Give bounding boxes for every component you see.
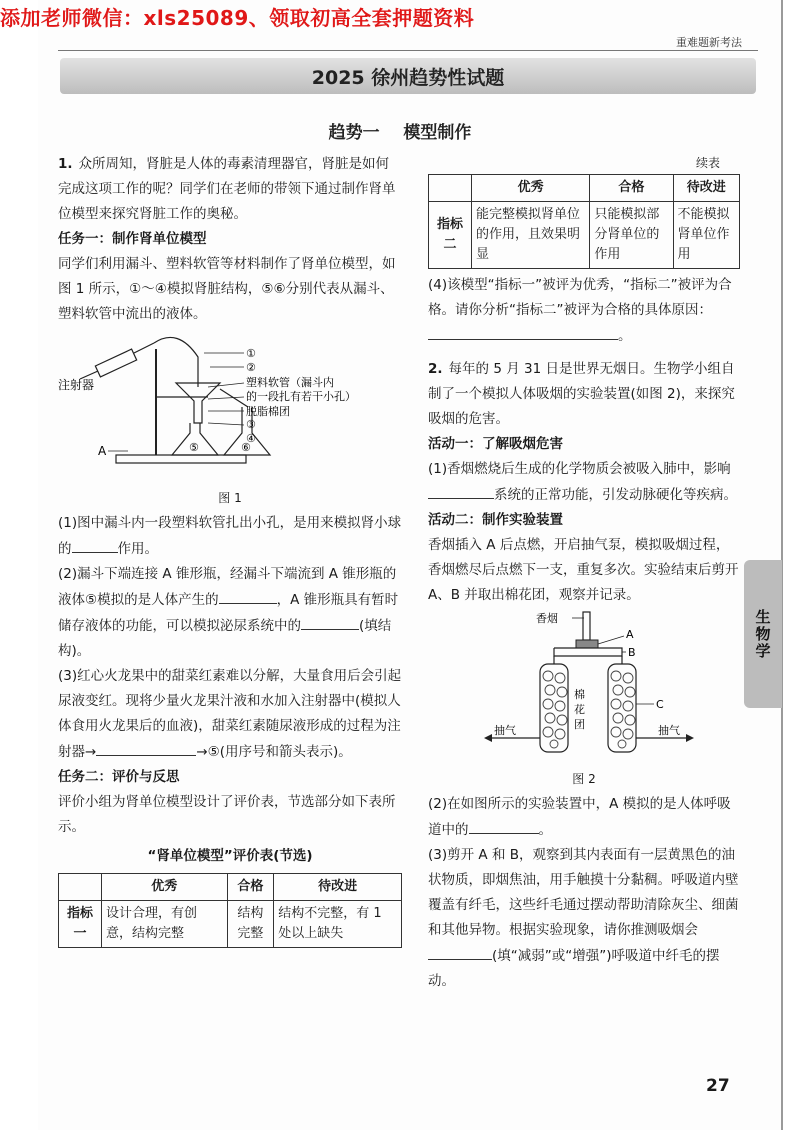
q2-sub2: (2)在如图所示的实验装置中，A 模拟的是人体呼吸道中的 。 — [428, 796, 731, 838]
table-cell: 指标二 — [429, 202, 472, 269]
table-cell: 不能模拟肾单位作用 — [673, 202, 740, 269]
cotton-balls — [543, 671, 635, 748]
table-header: 优秀 — [472, 175, 590, 202]
a-label: A — [626, 628, 634, 641]
syringe-icon — [80, 343, 154, 379]
activity2-text: 香烟插入 A 后点燃，开启抽气泵，模拟吸烟过程，香烟燃尽后点燃下一支，重复多次。实验结束后剪开 A、B 并取出棉花团，观察并记录。 — [428, 537, 739, 603]
page-title-banner — [60, 58, 756, 94]
label-4: ④ — [246, 432, 256, 445]
evaluation-table-continued — [428, 174, 740, 269]
right-column — [428, 152, 740, 994]
answer-blank[interactable] — [301, 613, 359, 630]
label-2: ② — [246, 361, 256, 374]
figure-2-caption: 图 2 — [572, 772, 596, 786]
table-cell: 只能模拟部分肾单位的作用 — [590, 202, 673, 269]
q1-sub2: (2)漏斗下端连接 A 锥形瓶，经漏斗下端流到 A 锥形瓶的液体⑤模拟的是人体产生的 ，A 锥形瓶具有暂时储存液体的功能，可以模拟泌尿系统中的 (填结构)。 — [58, 566, 399, 659]
tube-a — [576, 640, 598, 648]
table-header-row — [59, 874, 402, 901]
table-header: 合格 — [590, 175, 673, 202]
subject-label: 生物学 — [753, 608, 772, 660]
table-row — [59, 901, 402, 948]
answer-blank[interactable] — [72, 536, 118, 553]
figure-1-caption: 图 1 — [218, 491, 242, 505]
answer-blank[interactable] — [428, 323, 618, 340]
flask-a-label: A — [98, 444, 107, 458]
label-1: ① — [246, 347, 256, 360]
pump-right-label: 抽气 — [658, 724, 680, 737]
page-title: 2025 徐州趋势性试题 — [311, 66, 505, 89]
q2-sub3: (3)剪开 A 和 B，观察到其内表面有一层黄黑色的油状物质，即烟焦油，用手触摸十分黏稠。呼吸道内壁覆盖有纤毛，这些纤毛通过摆动帮助清除灰尘、细菌和其他异物。根据实验现象，请你推测吸烟会(填“减弱”或“增强”)呼吸道中纤毛的摆动。 — [428, 847, 739, 989]
answer-blank[interactable] — [469, 817, 539, 834]
table-cell: 设计合理，有创意，结构完整 — [102, 901, 228, 948]
table-cell: 指标一 — [59, 901, 102, 948]
b-label: B — [628, 646, 636, 659]
table-cell: 结构完整 — [227, 901, 274, 948]
header-divider — [58, 50, 758, 51]
connector — [554, 648, 622, 656]
stand-base — [116, 455, 246, 463]
table-header: 待改进 — [673, 175, 740, 202]
table-row — [429, 202, 740, 269]
left-tube — [540, 664, 568, 752]
q1-sub4: (4)该模型“指标一”被评为优秀，“指标二”被评为合格。请你分析“指标二”被评为合格的具体原因：。 — [428, 277, 732, 344]
table-cell: 能完整模拟肾单位的作用，且效果明显 — [472, 202, 590, 269]
funnel — [176, 383, 220, 423]
question-1-intro: 1. 众所周知，肾脏是人体的毒素清理器官，肾脏是如何完成这项工作的呢？同学们在老师的带领下通过制作肾单位模型来探究肾脏工作的奥秘。 — [58, 156, 396, 222]
table-cell: 结构不完整，有 1 处以上缺失 — [274, 901, 402, 948]
activity2-title: 活动二：制作实验装置 — [428, 512, 563, 528]
tube-label-line1: 塑料软管（漏斗内 — [246, 376, 334, 389]
evaluation-table — [58, 873, 402, 948]
question-2-intro: 2. 每年的 5 月 31 日是世界无烟日。生物学小组自制了一个模拟人体吸烟的实验装置(如图 2)，来探究吸烟的危害。 — [428, 361, 735, 427]
label-5: ⑤ — [189, 441, 199, 454]
task1-title: 任务一：制作肾单位模型 — [58, 231, 207, 247]
task2-text: 评价小组为肾单位模型设计了评价表，节选部分如下表所示。 — [58, 794, 396, 835]
answer-blank[interactable] — [428, 943, 492, 960]
right-tube — [608, 664, 636, 752]
header-label: 重难题新考法 — [676, 36, 742, 49]
answer-blank[interactable] — [219, 587, 277, 604]
question-number: 1. — [58, 156, 73, 172]
q1-sub3: (3)红心火龙果中的甜菜红素难以分解，大量食用后会引起尿液变红。现将少量火龙果汁液和水加入注射器中(模拟人体食用火龙果后的血液)，甜菜红素随尿液形成的过程为注射器→ →⑤(用序号和箭头表示)。 — [58, 668, 402, 760]
cotton-label-2: 花 — [574, 703, 585, 716]
table-header — [429, 175, 472, 202]
q2-sub1: (1)香烟燃烧后生成的化学物质会被吸入肺中，影响系统的正常功能，引发动脉硬化等疾病。 — [428, 461, 737, 503]
question-number: 2. — [428, 361, 443, 377]
cotton-label-3: 团 — [574, 718, 585, 731]
subject-side-tab — [744, 560, 782, 708]
page-number: 27 — [706, 1076, 730, 1096]
cotton-label: 脱脂棉团 — [246, 405, 290, 418]
pump-left-label: 抽气 — [494, 724, 516, 737]
table-title: “肾单位模型”评价表(节选) — [147, 848, 313, 864]
continued-label: 续表 — [695, 156, 720, 170]
c-label: C — [656, 698, 664, 711]
figure-1-kidney-model — [58, 327, 402, 477]
cigarette-icon — [583, 612, 590, 640]
left-column — [58, 152, 402, 948]
label-6: ⑥ — [241, 441, 251, 454]
answer-blank[interactable] — [428, 482, 494, 499]
q1-sub1: (1)图中漏斗内一段塑料软管扎出小孔，是用来模拟肾小球的 作用。 — [58, 515, 402, 557]
table-header-row — [429, 175, 740, 202]
cigarette-label: 香烟 — [536, 612, 558, 625]
tube — [154, 337, 198, 387]
promo-banner: 添加老师微信：xls25089、领取初高全套押题资料 — [0, 6, 475, 30]
figure-2-smoking-model — [428, 608, 740, 758]
cotton-label-1: 棉 — [574, 688, 585, 701]
task2-title: 任务二：评价与反思 — [58, 769, 180, 785]
tube-label-line2: 的一段扎有若干小孔） — [246, 390, 356, 403]
answer-blank[interactable] — [96, 739, 196, 756]
section-title: 趋势一 模型制作 — [328, 123, 472, 143]
table-header — [59, 874, 102, 901]
label-3: ③ — [246, 418, 256, 431]
activity1-title: 活动一：了解吸烟危害 — [428, 436, 563, 452]
task1-text: 同学们利用漏斗、塑料软管等材料制作了肾单位模型，如图 1 所示，①～④模拟肾脏结构，⑤⑥分别代表从漏斗、塑料软管中流出的液体。 — [58, 256, 396, 322]
table-header: 合格 — [227, 874, 274, 901]
syringe-label: 注射器 — [58, 378, 95, 392]
table-header: 待改进 — [274, 874, 402, 901]
table-header: 优秀 — [102, 874, 228, 901]
